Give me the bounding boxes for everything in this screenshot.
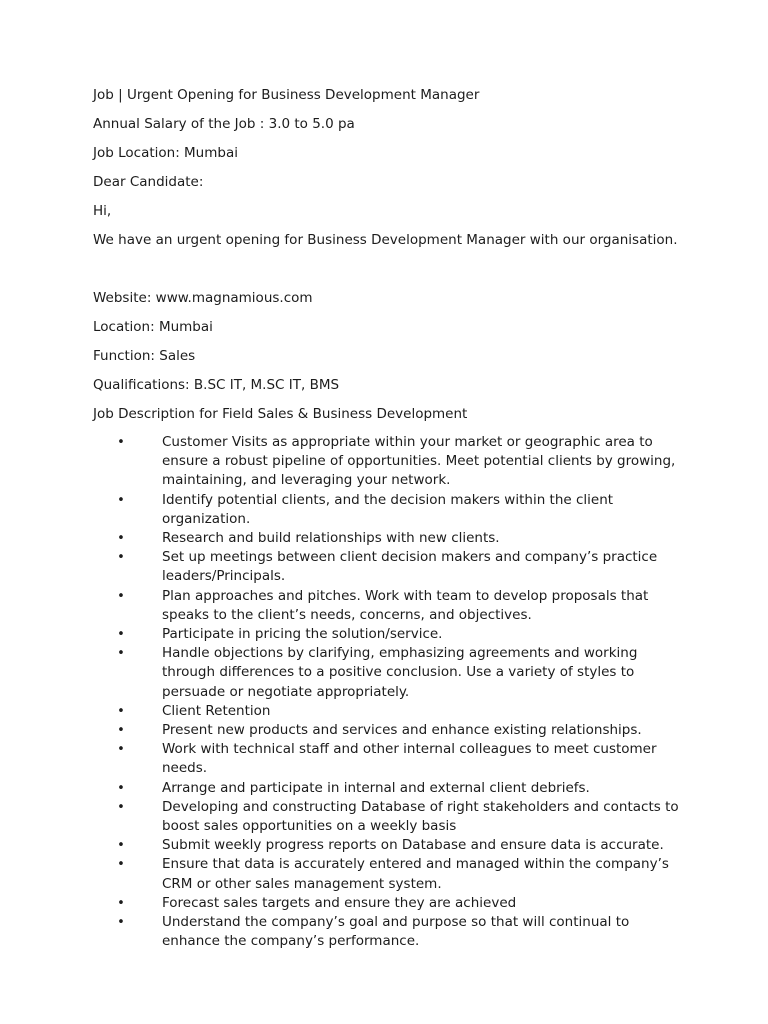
job-title-line: Job | Urgent Opening for Business Development Manager [93,87,480,103]
list-item [93,779,682,798]
bullet-marker: • [117,435,125,450]
list-item [93,740,682,778]
bullet-marker: • [117,646,125,662]
list-item-text: Research and build relationships with new clients. [162,530,500,547]
list-item-text: Submit weekly progress reports on Database and ensure data is accurate. [162,837,664,854]
list-item [93,587,682,625]
list-item-text: Forecast sales targets and ensure they are achieved [162,894,517,911]
list-item [93,548,682,586]
list-item [93,625,682,644]
bullet-marker: • [117,550,125,566]
list-item-text: Ensure that data is accurately entered and managed within the company’s CRM or other sales management system. [162,856,669,892]
bullet-marker: • [117,857,125,873]
list-item-text: Present new products and services and enhance existing relationships. [162,722,642,739]
bullet-marker: • [117,838,125,854]
list-item [93,491,682,529]
list-item [93,798,682,836]
greeting-line: Hi, [93,203,112,219]
bullet-marker: • [117,492,125,508]
responsibilities-list [93,433,693,951]
bullet-marker: • [117,627,125,643]
job-description-heading: Job Description for Field Sales & Business Development [93,406,468,422]
website-line: Website: www.magnamious.com [93,290,313,306]
bullet-marker: • [117,742,125,758]
list-item [93,721,682,740]
list-item-text: Work with technical staff and other internal colleagues to meet customer needs. [162,741,657,777]
document-body [93,86,693,951]
list-item [93,836,682,855]
bullet-marker: • [117,703,125,719]
qualifications-line: Qualifications: B.SC IT, M.SC IT, BMS [93,377,340,393]
list-item-text: Customer Visits as appropriate within your market or geographic area to ensure a robust pipeline of opportunities. Meet potential clients by growing, maintaining, and leveraging your network. [162,434,676,489]
list-item-text: Set up meetings between client decision makers and company’s practice leaders/Principals. [162,549,658,585]
bullet-marker: • [117,799,125,815]
bullet-marker: • [117,895,125,911]
list-item [93,702,682,721]
list-item-text: Participate in pricing the solution/service. [162,626,443,643]
function-line: Function: Sales [93,348,196,364]
list-item-text: Arrange and participate in internal and external client debriefs. [162,779,590,796]
list-item-text: Handle objections by clarifying, emphasizing agreements and working through differences to a positive conclusion. Use a variety of styles to persuade or negotiate appropriately. [162,645,638,700]
bullet-marker: • [117,915,125,931]
list-item-text: Client Retention [162,702,271,719]
job-location-line: Job Location: Mumbai [93,145,238,161]
list-item [93,913,682,951]
list-item [93,894,682,913]
list-item-text: Understand the company’s goal and purpose so that will continual to enhance the company’s performance. [162,914,630,950]
list-item [93,644,682,702]
bullet-marker: • [117,723,125,739]
location-line: Location: Mumbai [93,319,213,335]
salutation-line: Dear Candidate: [93,174,204,190]
bullet-marker: • [117,588,125,604]
salary-line: Annual Salary of the Job : 3.0 to 5.0 pa [93,116,355,132]
bullet-marker: • [117,531,125,547]
list-item-text: Identify potential clients, and the decision makers within the client organization. [162,491,614,527]
bullet-marker: • [117,780,125,796]
list-item-text: Plan approaches and pitches. Work with team to develop proposals that speaks to the client’s needs, concerns, and objectives. [162,587,649,623]
list-item [93,433,682,491]
intro-line: We have an urgent opening for Business Development Manager with our organisation. [93,232,678,248]
list-item [93,529,682,548]
list-item [93,855,682,893]
list-item-text: Developing and constructing Database of right stakeholders and contacts to boost sales opportunities on a weekly basis [162,798,679,835]
